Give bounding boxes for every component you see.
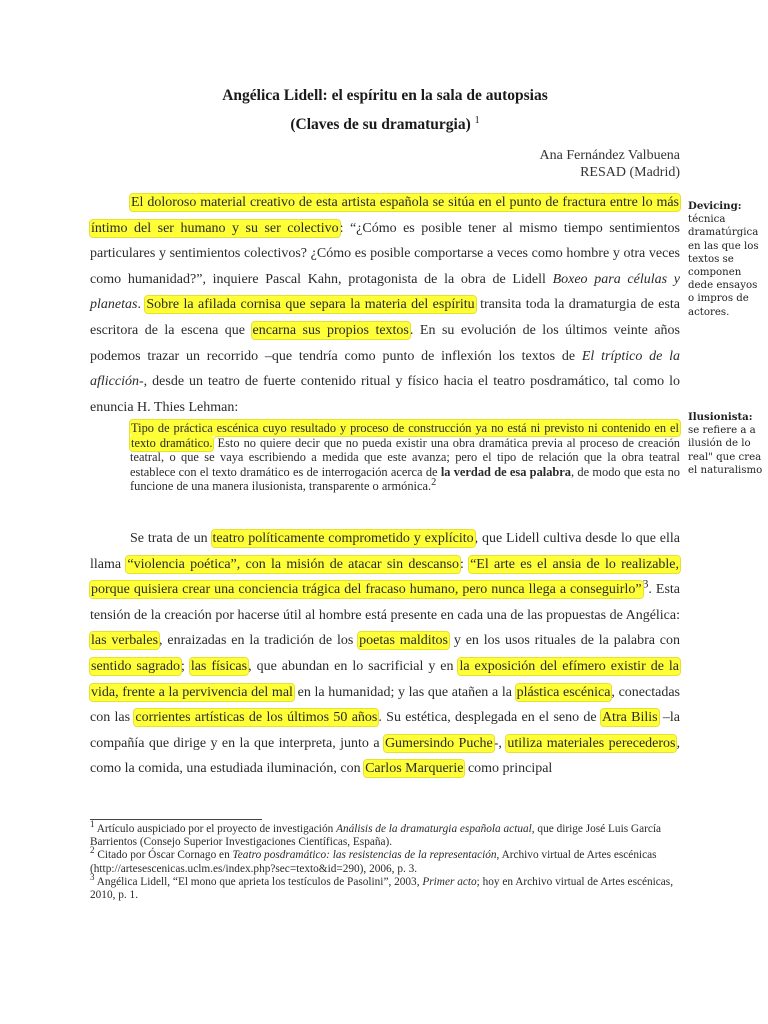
title-line-2: (Claves de su dramaturgia) $^1$ <box>290 114 480 133</box>
highlight: “violencia poética”, con la misión de atacar sin descanso <box>127 556 459 572</box>
title-footnote-ref[interactable]: 1 <box>474 114 480 126</box>
margin-comment-ilusionista[interactable]: Ilusionista: se refiere a a ilusión de lo real" que crea el naturalismo <box>688 411 763 476</box>
author-name: Ana Fernández Valbuena <box>539 148 680 163</box>
footnote: $^3$ Angélica Lidell, “El mono que aprieta los testículos de Pasolini”, 2003, Primer acto; hoy en Archivo virtual de Artes escénicas, 2010, p. 1. <box>90 872 674 902</box>
highlight: las físicas <box>190 658 248 674</box>
highlight: sentido sagrado <box>91 658 180 674</box>
footnote: $^1$ Artículo auspiciado por el proyecto de investigación Análisis de la dramaturgia española actual, que dirige José Luis García Barrientos (Consejo Superior Investigaciones Científicas, España). <box>90 819 662 849</box>
highlight: “El arte es el ansia de lo realizable, porque quisiera crear una conciencia trágica del fracaso humano, pero nunca llega a conseguirlo” <box>91 556 680 598</box>
footnote: $^2$ Citado por Óscar Cornago en Teatro posdramático: las resistencias de la representación, Archivo virtual de Artes escénicas (http://artesescenicas.uclm.es/index.php?sec=texto&id=290), 2006, p. 3. <box>90 845 657 875</box>
footnotes <box>90 819 680 902</box>
highlight: Gumersindo Puche <box>384 735 493 751</box>
highlight: Carlos Marquerie <box>365 761 464 777</box>
highlight: corrientes artísticas de los últimos 50 años <box>135 710 378 726</box>
title-line-1: Angélica Lidell: el espíritu en la sala de autopsias <box>222 87 548 104</box>
author-affiliation: RESAD (Madrid) <box>580 165 680 180</box>
highlight: plástica escénica <box>516 684 611 700</box>
highlight: teatro políticamente comprometido y explícito <box>212 531 474 546</box>
footnote-separator <box>90 819 262 820</box>
paragraph-1: El doloroso material creativo de esta artista española se sitúa en el punto de fractura entre lo más íntimo del ser humano y su ser colectivo: “¿Cómo es posible tener al mismo tiempo sentimientos particulares y sentimientos colectivos? ¿Cómo es posible comportarse a veces como hombre y otra veces como humanidad?”, inquiere Pascal Kahn, protagonista de la obra de Lidell Boxeo para células y planetas. Sobre la afilada cornisa que separa la materia del espíritu transita toda la dramaturgia de esta escritora de la escena que encarna sus propios textos. En su evolución de los últimos veinte años podemos trazar un recorrido –que tendría como punto de inflexión los textos de El tríptico de la aflicción-, desde un teatro de fuerte contenido ritual y físico hacia el teatro posdramático, tal como lo enuncia H. Thies Lehman: <box>90 195 681 415</box>
highlight: poetas malditos <box>359 633 449 649</box>
highlight: Sobre la afilada cornisa que separa la materia del espíritu <box>146 297 475 313</box>
highlight: la exposición del efímero existir de la vida, frente a la pervivencia del mal <box>91 658 679 700</box>
margin-comment-devicing[interactable]: Devicing: técnica dramatúrgica en las que los textos se componen dede ensayos o impros de actores. <box>688 200 759 318</box>
paragraph-2: Se trata de un teatro políticamente comprometido y explícito, que Lidell cultiva desde lo que ella llama “violencia poética”, con la misión de atacar sin descanso: “El arte es el ansia de lo realizable, porque quisiera crear una conciencia trágica del fracaso humano, pero nunca llega a conseguirlo”$^3$. Esta tensión de la creación por hacerse útil al hombre está presente en cada una de las propuestas de Angélica: las verbales, enraizadas en la tradición de los poetas malditos y en los usos rituales de la palabra con sentido sagrado; las físicas, que abundan en lo sacrificial y en la exposición del efímero existir de la vida, frente a la pervivencia del mal en la humanidad; y las que atañen a la plástica escénica, conectadas con las corrientes artísticas de los últimos 50 años. Su estética, desplegada en el seno de Atra Bilis –la compañía que dirige y en la que interpreta, junto a Gumersindo Puche-, utiliza materiales perecederos, como la comida, una estudiada iluminación, con Carlos Marquerie como principal <box>90 531 681 777</box>
footnote-ref[interactable]: 3 <box>642 577 649 591</box>
highlight: encarna sus propios textos <box>252 322 409 338</box>
highlight: Atra Bilis <box>601 710 658 726</box>
block-quote: Tipo de práctica escénica cuyo resultado y proceso de construcción ya no está ni previsto ni contenido en el texto dramático. Esto no quiere decir que no pueda existir una obra dramática previa al proceso de creación teatral, o que se vaya escribiendo a medida que este avanza; pero el tipo de relación que la obra teatral establece con el texto dramático es de interrogación acerca de la verdad de esa palabra, de modo que esta no funcione de una manera ilusionista, transparente o armónica.$^2$ <box>130 421 681 494</box>
highlight: las verbales <box>91 633 159 649</box>
author-block <box>540 147 680 181</box>
quote-footnote-ref[interactable]: 2 <box>431 477 437 489</box>
highlight: Tipo de práctica escénica cuyo resultado y proceso de construcción ya no está ni previsto ni contenido en el texto dramático. <box>131 421 679 450</box>
highlight: El doloroso material creativo de esta artista española se sitúa en el punto de fractura entre lo más íntimo del ser humano y su ser colectivo <box>91 195 679 236</box>
highlight: utiliza materiales perecederos <box>507 735 676 751</box>
